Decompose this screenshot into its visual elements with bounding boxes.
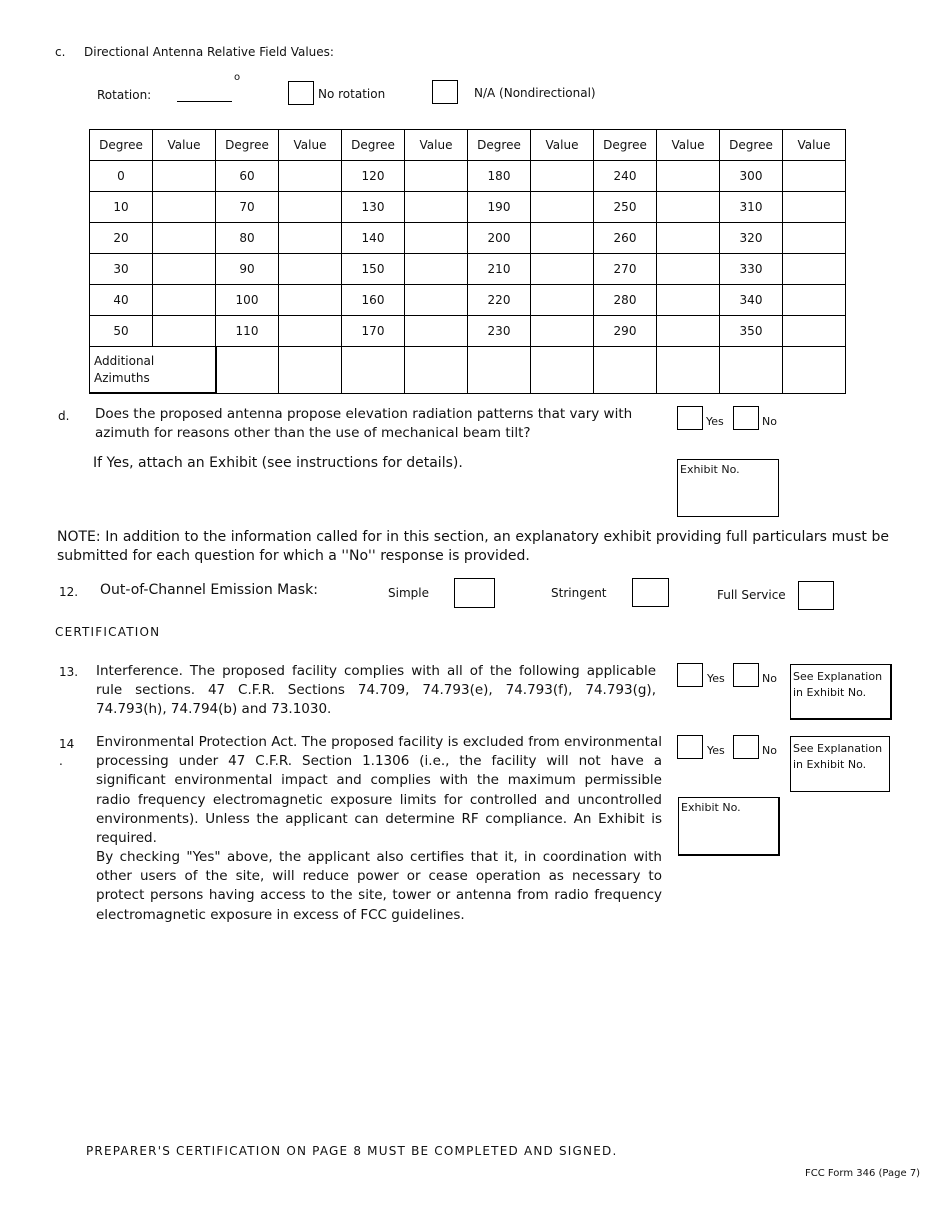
section-c-label: c. — [55, 45, 66, 59]
degree-cell: 130 — [342, 192, 405, 223]
table-row — [90, 316, 846, 347]
value-cell[interactable] — [657, 192, 720, 223]
see-explanation-line1: See Explanation — [793, 670, 883, 683]
degree-cell: 350 — [720, 316, 783, 347]
degree-cell: 150 — [342, 254, 405, 285]
value-cell[interactable] — [405, 192, 468, 223]
degree-cell: 180 — [468, 161, 531, 192]
additional-azimuth-cell[interactable] — [657, 347, 720, 394]
degree-cell: 280 — [594, 285, 657, 316]
additional-azimuth-cell[interactable] — [279, 347, 342, 394]
simple-label: Simple — [388, 586, 429, 600]
value-cell[interactable] — [657, 285, 720, 316]
header-value: Value — [153, 130, 216, 161]
value-cell[interactable] — [783, 316, 846, 347]
table-row — [90, 192, 846, 223]
section-d-yes-label: Yes — [706, 415, 724, 428]
full-service-label: Full Service — [717, 588, 786, 602]
degree-cell: 20 — [90, 223, 153, 254]
degree-cell: 100 — [216, 285, 279, 316]
degree-cell: 170 — [342, 316, 405, 347]
na-nondirectional-checkbox[interactable] — [432, 80, 458, 104]
degree-cell: 110 — [216, 316, 279, 347]
additional-azimuths-line1: Additional — [94, 353, 155, 368]
table-row — [90, 223, 846, 254]
no-rotation-label: No rotation — [318, 87, 386, 101]
section-d-question: Does the proposed antenna propose elevation radiation patterns that vary with azimuth for reasons other than the use of mechanical beam tilt? — [95, 406, 633, 442]
item-14-no-checkbox[interactable] — [733, 735, 759, 759]
degree-cell: 330 — [720, 254, 783, 285]
rotation-label: Rotation: — [97, 88, 152, 102]
additional-azimuth-cell[interactable] — [405, 347, 468, 394]
value-cell[interactable] — [783, 223, 846, 254]
value-cell[interactable] — [153, 192, 216, 223]
certification-heading: CERTIFICATION — [55, 625, 161, 639]
item-13-yes-label: Yes — [707, 672, 725, 685]
degree-cell: 40 — [90, 285, 153, 316]
exhibit-label: Exhibit No. — [681, 801, 741, 814]
preparer-notice: PREPARER'S CERTIFICATION ON PAGE 8 MUST BE COMPLETED AND SIGNED. — [86, 1144, 618, 1158]
header-degree: Degree — [594, 130, 657, 161]
degree-cell: 210 — [468, 254, 531, 285]
degree-cell: 60 — [216, 161, 279, 192]
see-explanation-line1: See Explanation — [793, 742, 883, 755]
degree-cell: 70 — [216, 192, 279, 223]
value-cell[interactable] — [531, 254, 594, 285]
form-footer: FCC Form 346 (Page 7) — [805, 1168, 921, 1179]
value-cell[interactable] — [279, 192, 342, 223]
field-values-table — [89, 129, 846, 394]
item-14-no-label: No — [762, 744, 777, 757]
degree-cell: 250 — [594, 192, 657, 223]
section-d-note: If Yes, attach an Exhibit (see instructions for details). — [93, 455, 463, 471]
additional-azimuth-cell[interactable] — [594, 347, 657, 394]
header-value: Value — [279, 130, 342, 161]
value-cell[interactable] — [531, 285, 594, 316]
item-13-no-label: No — [762, 672, 777, 685]
item-13-text: Interference. The proposed facility complies with all of the following applicable rule sections. 47 C.F.R. Sections 74.709, 74.793(e), 74.793(f), 74.793(g), 74.793(h), 74.794(b) and 73.1030. — [96, 663, 656, 718]
item-14-yes-checkbox[interactable] — [677, 735, 703, 759]
degree-cell: 0 — [90, 161, 153, 192]
section-d-yes-checkbox[interactable] — [677, 406, 703, 430]
section-c-title: Directional Antenna Relative Field Values: — [84, 45, 334, 59]
degree-cell: 230 — [468, 316, 531, 347]
item-13-no-checkbox[interactable] — [733, 663, 759, 687]
degree-cell: 140 — [342, 223, 405, 254]
value-cell[interactable] — [405, 316, 468, 347]
item-14-exhibit-field[interactable] — [678, 797, 780, 856]
na-nondirectional-label: N/A (Nondirectional) — [474, 86, 596, 100]
degree-cell: 90 — [216, 254, 279, 285]
degree-cell: 320 — [720, 223, 783, 254]
header-degree: Degree — [90, 130, 153, 161]
item-14-number: 14 — [59, 737, 75, 751]
degree-symbol: o — [234, 72, 241, 83]
see-explanation-line2: in Exhibit No. — [793, 686, 867, 699]
header-value: Value — [405, 130, 468, 161]
header-degree: Degree — [468, 130, 531, 161]
section-d-no-checkbox[interactable] — [733, 406, 759, 430]
value-cell[interactable] — [657, 161, 720, 192]
item-14-certification-text: By checking "Yes" above, the applicant also certifies that it, in coordination with other users of the site, will reduce power or cease operation as necessary to protect persons having access to the site, tower or antenna from radio frequency electromagnetic exposure in excess of FCC guidelines. — [96, 849, 662, 923]
table-row — [90, 254, 846, 285]
value-cell[interactable] — [279, 254, 342, 285]
stringent-checkbox[interactable] — [632, 578, 669, 607]
degree-cell: 260 — [594, 223, 657, 254]
item-13-explanation-field[interactable] — [790, 664, 892, 720]
value-cell[interactable] — [657, 254, 720, 285]
item-13-yes-checkbox[interactable] — [677, 663, 703, 687]
rotation-input[interactable] — [177, 100, 232, 102]
degree-cell: 240 — [594, 161, 657, 192]
value-cell[interactable] — [657, 223, 720, 254]
table-row — [90, 285, 846, 316]
section-d-no-label: No — [762, 415, 777, 428]
additional-azimuth-cell[interactable] — [531, 347, 594, 394]
value-cell[interactable] — [783, 192, 846, 223]
additional-azimuth-cell[interactable] — [720, 347, 783, 394]
value-cell[interactable] — [531, 161, 594, 192]
section-d-exhibit-field[interactable] — [677, 459, 779, 517]
no-rotation-checkbox[interactable] — [288, 81, 314, 105]
header-value: Value — [531, 130, 594, 161]
additional-azimuth-cell[interactable] — [342, 347, 405, 394]
value-cell[interactable] — [783, 285, 846, 316]
degree-cell: 340 — [720, 285, 783, 316]
value-cell[interactable] — [153, 254, 216, 285]
header-value: Value — [657, 130, 720, 161]
header-degree: Degree — [342, 130, 405, 161]
degree-cell: 270 — [594, 254, 657, 285]
header-degree: Degree — [216, 130, 279, 161]
item-12-label: Out-of-Channel Emission Mask: — [100, 582, 318, 598]
header-value: Value — [783, 130, 846, 161]
degree-cell: 80 — [216, 223, 279, 254]
degree-cell: 160 — [342, 285, 405, 316]
degree-cell: 200 — [468, 223, 531, 254]
degree-cell: 300 — [720, 161, 783, 192]
value-cell[interactable] — [279, 161, 342, 192]
additional-azimuths-label — [90, 347, 216, 394]
value-cell[interactable] — [531, 192, 594, 223]
degree-cell: 50 — [90, 316, 153, 347]
header-degree: Degree — [720, 130, 783, 161]
section-d-label: d. — [58, 409, 70, 423]
item-14-yes-label: Yes — [707, 744, 725, 757]
additional-azimuths-line2: Azimuths — [94, 370, 150, 385]
additional-azimuth-cell[interactable] — [216, 347, 279, 394]
item-14-text: Environmental Protection Act. The proposed facility is excluded from environmental processing under 47 C.F.R. Section 1.1306 (i.e., the facility will not have a significant environmental impact and complies with the maximum permissible radio frequency electromagnetic exposure limits for controlled and uncontrolled environments). Unless the applicant can determine RF compliance. An Exhibit is required. — [96, 734, 662, 847]
table-row — [90, 161, 846, 192]
table-header-row — [90, 130, 846, 161]
simple-checkbox[interactable] — [454, 578, 495, 608]
exhibit-label: Exhibit No. — [680, 463, 740, 476]
item-14-explanation-field[interactable] — [790, 736, 890, 792]
full-service-checkbox[interactable] — [798, 581, 834, 610]
value-cell[interactable] — [783, 254, 846, 285]
additional-azimuth-cell[interactable] — [468, 347, 531, 394]
additional-azimuths-row — [90, 347, 846, 394]
value-cell[interactable] — [405, 285, 468, 316]
value-cell[interactable] — [279, 223, 342, 254]
value-cell[interactable] — [153, 316, 216, 347]
value-cell[interactable] — [279, 285, 342, 316]
value-cell[interactable] — [657, 316, 720, 347]
degree-cell: 290 — [594, 316, 657, 347]
degree-cell: 220 — [468, 285, 531, 316]
value-cell[interactable] — [405, 161, 468, 192]
degree-cell: 310 — [720, 192, 783, 223]
value-cell[interactable] — [405, 223, 468, 254]
degree-cell: 120 — [342, 161, 405, 192]
item-13-number: 13. — [59, 665, 79, 679]
additional-azimuth-cell[interactable] — [783, 347, 846, 394]
value-cell[interactable] — [153, 285, 216, 316]
value-cell[interactable] — [531, 223, 594, 254]
value-cell[interactable] — [405, 254, 468, 285]
value-cell[interactable] — [153, 161, 216, 192]
item-14-number-dot: . — [59, 754, 63, 768]
degree-cell: 10 — [90, 192, 153, 223]
see-explanation-line2: in Exhibit No. — [793, 758, 867, 771]
stringent-label: Stringent — [551, 586, 607, 600]
degree-cell: 190 — [468, 192, 531, 223]
item-12-number: 12. — [59, 585, 79, 599]
value-cell[interactable] — [783, 161, 846, 192]
value-cell[interactable] — [153, 223, 216, 254]
value-cell[interactable] — [279, 316, 342, 347]
note-text: NOTE: In addition to the information called for in this section, an explanatory exhibit providing full particulars must be submitted for each question for which a ''No'' response is provided. — [57, 529, 889, 565]
degree-cell: 30 — [90, 254, 153, 285]
value-cell[interactable] — [531, 316, 594, 347]
